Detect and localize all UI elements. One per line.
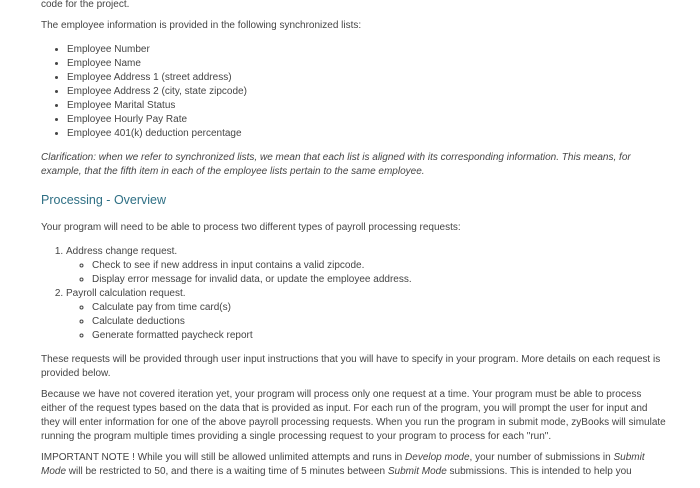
document-content bbox=[41, 0, 666, 486]
requests-note-paragraph: These requests will be provided through user input instructions that you will have to specify in your program. More details on each request is provided below. bbox=[41, 354, 661, 379]
important-text: IMPORTANT NOTE ! While you will still be allowed unlimited attempts and runs in bbox=[41, 452, 406, 463]
lists-intro-text: The employee information is provided in the following synchronized lists: bbox=[41, 20, 362, 31]
list-item: ◦ Display error message for invalid data, or update the employee address. bbox=[92, 273, 666, 287]
important-note-paragraph bbox=[41, 451, 666, 479]
important-text: submissions. This is intended to help you bbox=[446, 466, 632, 477]
list-item: • Employee 401(k) deduction percentage bbox=[67, 127, 666, 141]
submit-mode-text: Submit Mode bbox=[387, 466, 447, 477]
request-label: Address change request. bbox=[66, 246, 178, 257]
iteration-note-paragraph: Because we have not covered iteration yet, your program will process only one request at a time. Your program must be able to process either of the request types based on the data that is provided as input. For each run of the program, you will prompt the user for input and they will enter information for one of the above payroll processing requests. When you run the program in submit mode, zyBooks will simulate running the program multiple times providing a single processing request to your program to process for each "run". bbox=[41, 389, 666, 442]
develop-mode-text: Develop mode bbox=[405, 452, 470, 463]
list-item: • Employee Address 2 (city, state zipcode) bbox=[67, 85, 666, 99]
submit-mode-text: Submit Mode bbox=[41, 452, 645, 477]
important-text: will be restricted to 50, and there is a waiting time of 5 minutes between bbox=[66, 466, 388, 477]
clarification-text: Clarification: when we refer to synchronized lists, we mean that each list is aligned with its corresponding information. This means, for example, that the fifth item in each of the employee lists pertain to the same employee. bbox=[41, 152, 631, 177]
list-item: ◦ Generate formatted paycheck report bbox=[92, 329, 666, 343]
request-item-address-change bbox=[66, 245, 666, 287]
request-steps bbox=[66, 301, 666, 343]
list-item: • Employee Number bbox=[67, 43, 666, 57]
processing-intro-text: Your program will need to be able to process two different types of payroll processing requests: bbox=[41, 222, 461, 233]
list-item: ◦ Check to see if new address in input contains a valid zipcode. bbox=[92, 259, 666, 273]
list-item: • Employee Address 1 (street address) bbox=[67, 71, 666, 85]
list-item: • Employee Name bbox=[67, 57, 666, 71]
request-label: Payroll calculation request. bbox=[66, 288, 186, 299]
list-item: • Employee Hourly Pay Rate bbox=[67, 113, 666, 127]
request-types-list bbox=[41, 245, 666, 343]
list-item: ◦ Calculate deductions bbox=[92, 315, 666, 329]
intro-tail-text: code for the project. bbox=[41, 0, 130, 10]
processing-heading: Processing - Overview bbox=[41, 193, 167, 207]
important-text: , your number of submissions in bbox=[469, 452, 614, 463]
request-steps bbox=[66, 259, 666, 287]
list-item: ◦ Calculate pay from time card(s) bbox=[92, 301, 666, 315]
request-item-payroll-calculation bbox=[66, 287, 666, 343]
employee-fields-list bbox=[41, 43, 666, 141]
list-item: • Employee Marital Status bbox=[67, 99, 666, 113]
